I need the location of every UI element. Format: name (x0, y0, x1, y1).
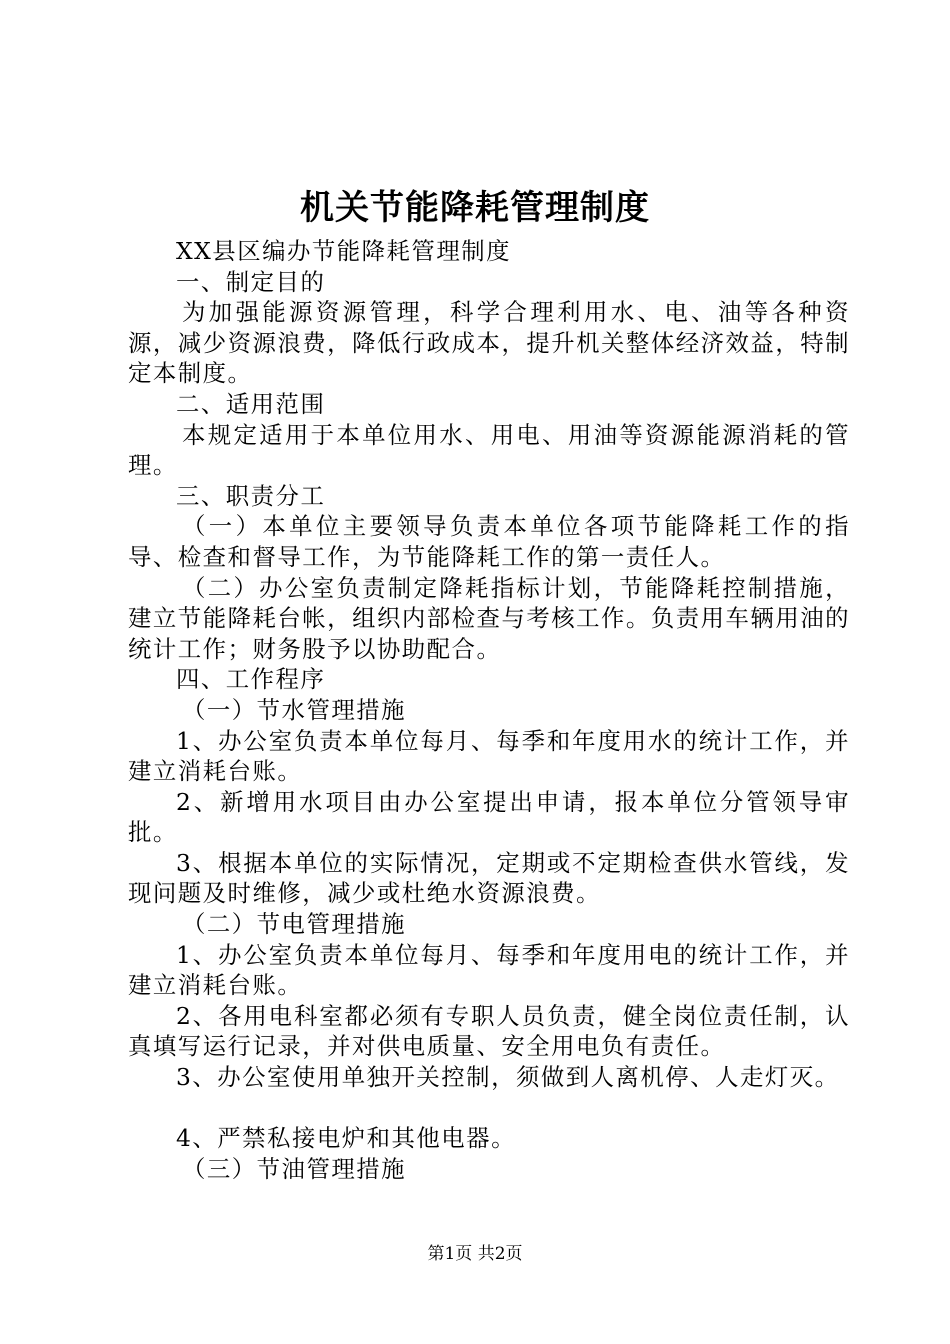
subsection-heading: （三）节油管理措施 (182, 1154, 407, 1183)
list-item: 4、严禁私接电炉和其他电器。 (176, 1124, 516, 1153)
subsection-heading: （一）节水管理措施 (182, 695, 407, 724)
subsection-heading: （二）节电管理措施 (182, 910, 407, 939)
list-item: 3、办公室使用单独开关控制，须做到人离机停、人走灯灭。 (176, 1063, 840, 1092)
section-heading: 三、职责分工 (176, 481, 326, 510)
section-heading: 二、适用范围 (176, 389, 326, 418)
paragraph: （一）本单位主要领导负责本单位各项节能降耗工作的指导、检查和督导工作，为节能降耗工作的第一责任人。 (128, 512, 850, 571)
paragraph: （二）办公室负责制定降耗指标计划，节能降耗控制措施，建立节能降耗台帐，组织内部检查与考核工作。负责用车辆用油的统计工作；财务股予以协助配合。 (128, 573, 850, 663)
list-item: 2、各用电科室都必须有专职人员负责，健全岗位责任制，认真填写运行记录，并对供电质量、安全用电负有责任。 (128, 1001, 850, 1061)
document-title: 机关节能降耗管理制度 (300, 188, 650, 228)
blank-line (128, 1093, 850, 1124)
paragraph: 本规定适用于本单位用水、用电、用油等资源能源消耗的管理。 (128, 420, 850, 480)
page-footer: 第1页 共2页 (427, 1244, 523, 1264)
list-item: 2、新增用水项目由办公室提出申请，报本单位分管领导审批。 (128, 787, 850, 847)
list-item: 3、根据本单位的实际情况，定期或不定期检查供水管线，发现问题及时维修，减少或杜绝水资源浪费。 (128, 848, 850, 908)
section-heading: 一、制定目的 (176, 267, 326, 296)
paragraph: 为加强能源资源管理，科学合理利用水、电、油等各种资源，减少资源浪费，降低行政成本，提升机关整体经济效益，特制定本制度。 (128, 298, 850, 388)
list-item: 1、办公室负责本单位每月、每季和年度用电的统计工作，并建立消耗台账。 (128, 940, 850, 1000)
list-item: 1、办公室负责本单位每月、每季和年度用水的统计工作，并建立消耗台账。 (128, 726, 850, 786)
document-body (128, 236, 850, 1184)
section-heading: 四、工作程序 (176, 665, 326, 694)
paragraph-heading: XX县区编办节能降耗管理制度 (176, 237, 511, 265)
